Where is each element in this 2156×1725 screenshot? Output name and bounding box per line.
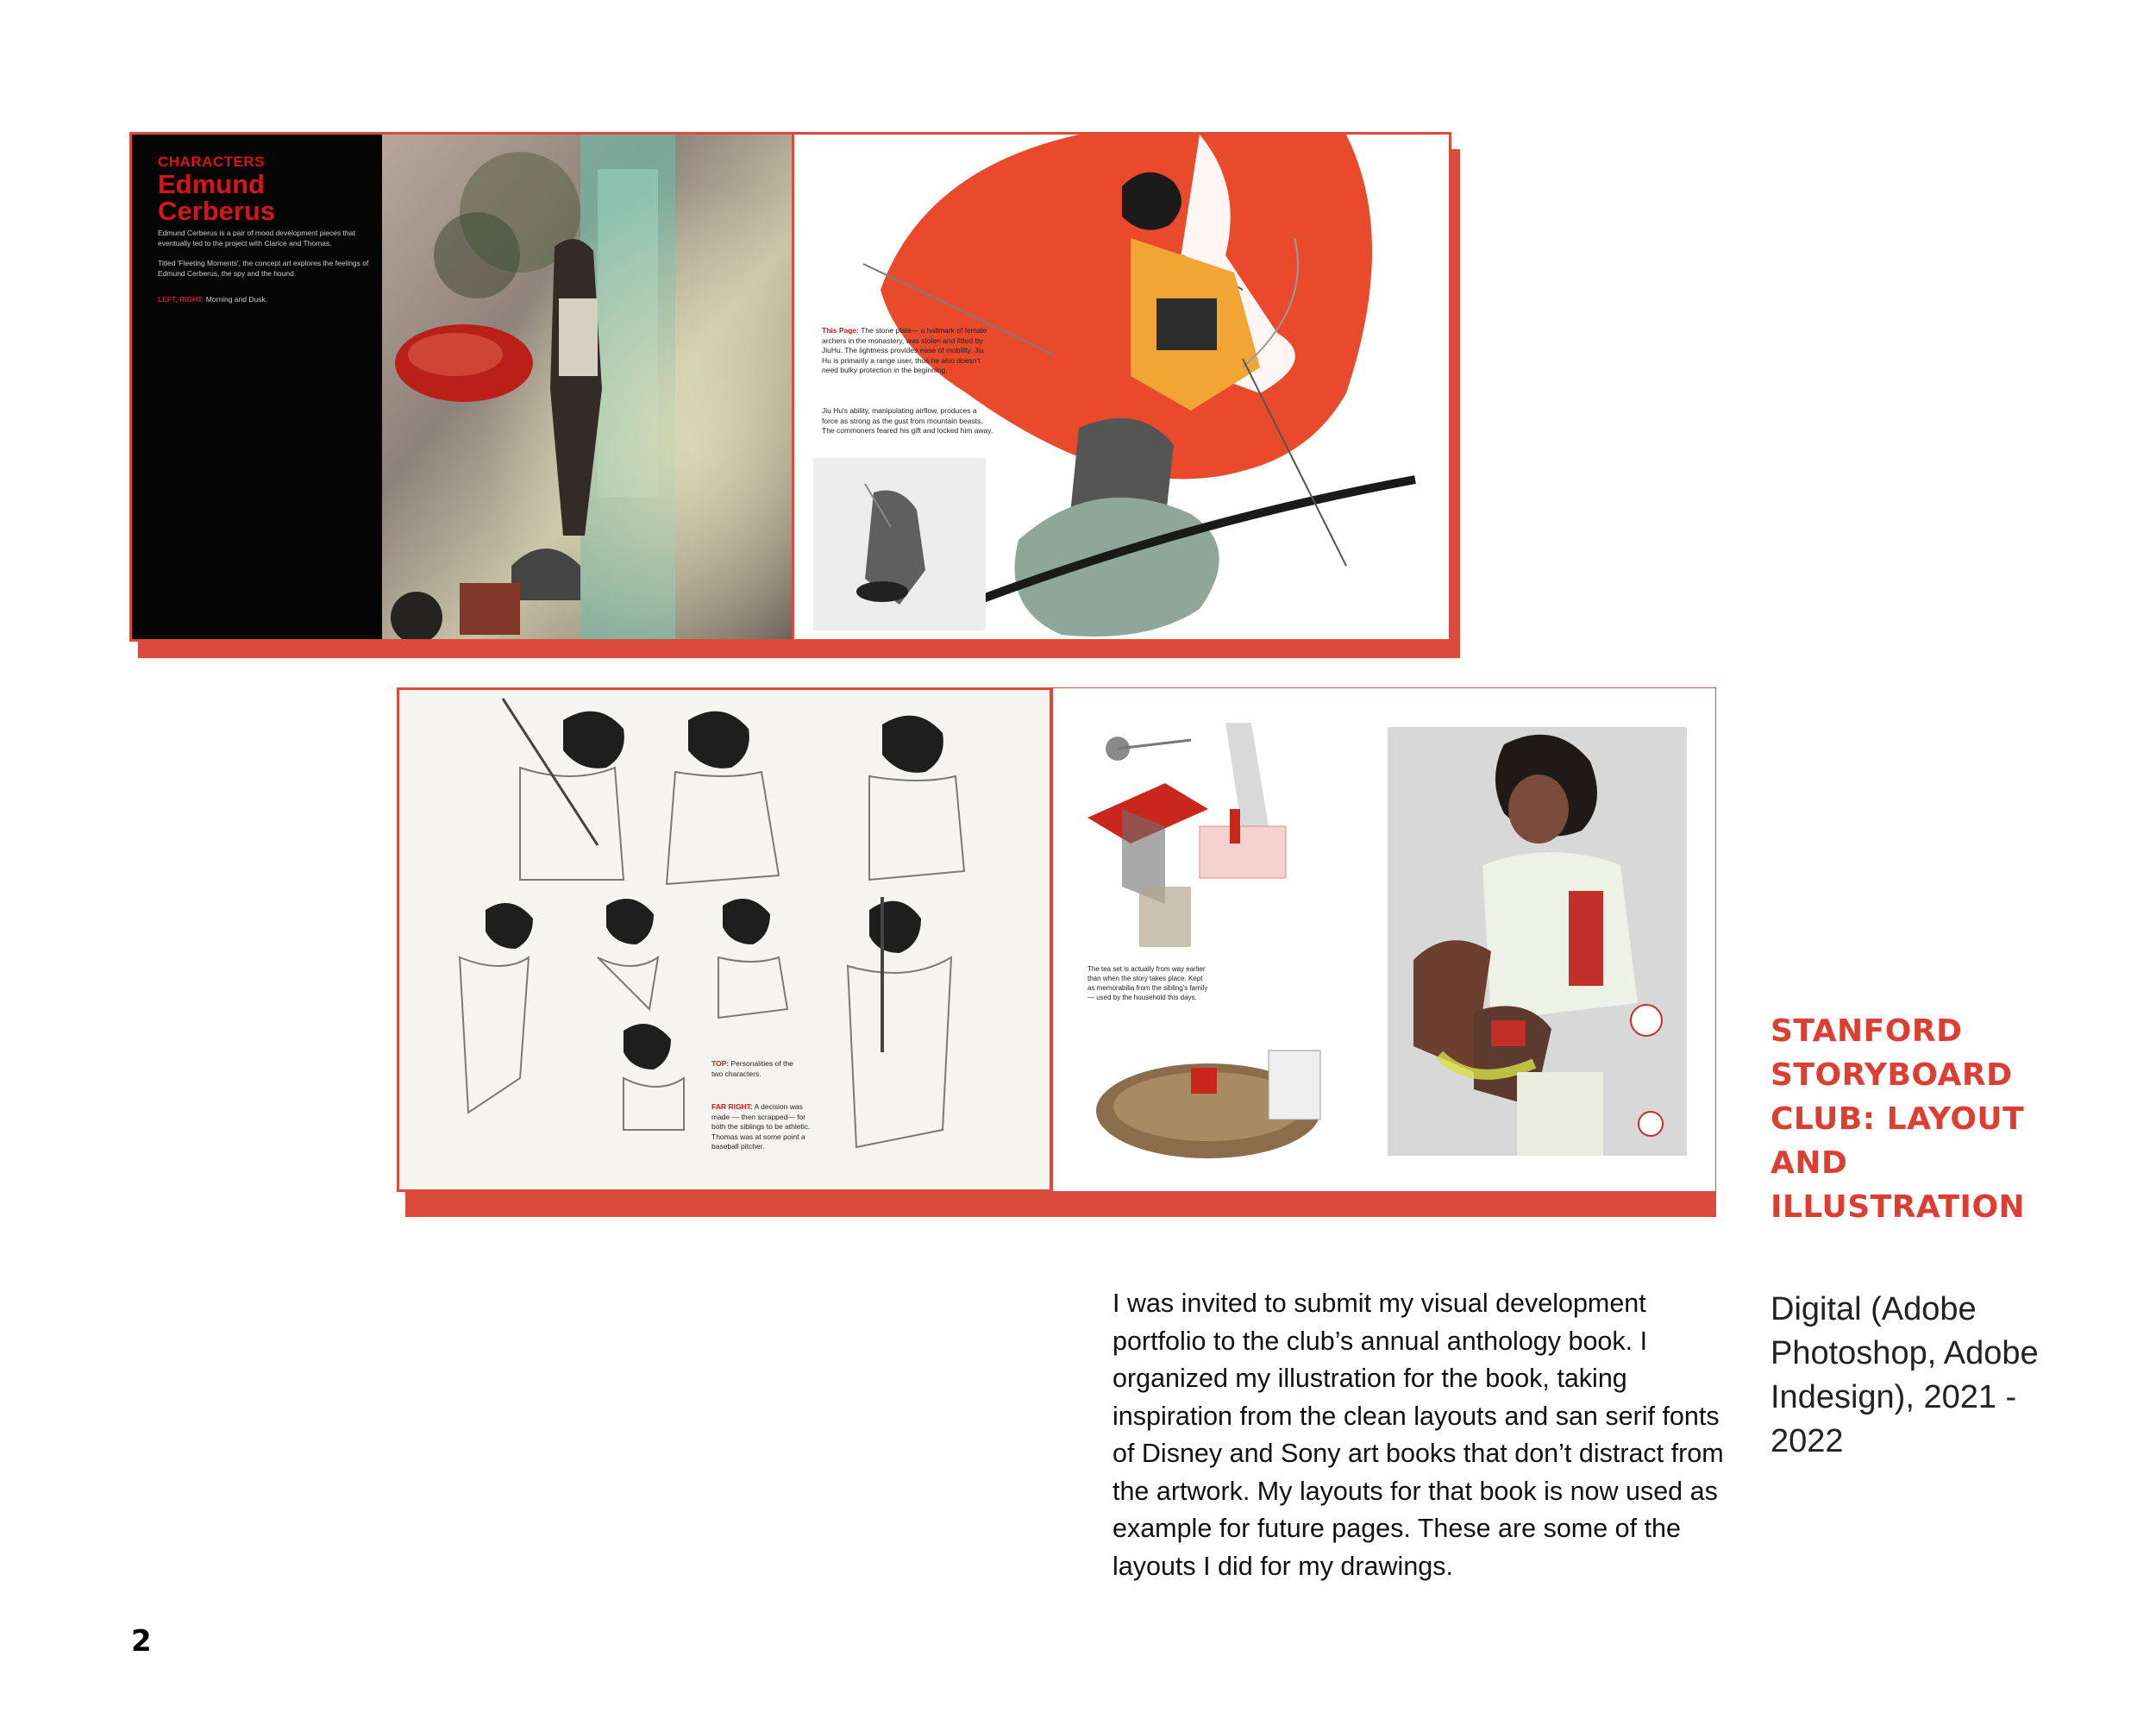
caption-text: Morning and Dusk. <box>204 295 268 304</box>
body-paragraph-1: Edmund Cerberus is a pair of mood development pieces that eventually led to the project with Clarice and Thomas. <box>158 229 355 248</box>
caption-label: This Page: <box>822 326 859 335</box>
project-description: I was invited to submit my visual development portfolio to the club’s annual anthology book. I organized my illustration for the book, taking inspiration from the clean layouts and san serif fonts of Disney and Sony art books that don’t distract from the artwork. My layouts for that book is now used as example for future pages. These are some of the layouts I did for my drawings. <box>1112 1289 1724 1581</box>
right-page-caption-2: Jiu Hu's ability, manipulating airflow, produces a force as strong as the gust from mountain beasts. The commoners feared his gift and locked him away. <box>822 406 993 435</box>
spread2-left-frame <box>397 687 1052 1192</box>
caption-label: LEFT, RIGHT: <box>158 295 204 304</box>
project-meta: Digital (Adobe Photoshop, Adobe Indesign), 2021 - 2022 <box>1771 1291 2039 1459</box>
character-title: Edmund Cerberus <box>158 169 276 226</box>
caption-text: The stone plate— a hallmark of female archers in the monastery, was stolen and fitted by JiuHu. The lightness provides ease of mobility. Jiu Hu is primarily a range user, thus he also doesn't need bulky protection in the beginning. <box>822 326 987 374</box>
tea-set-caption: The tea set is actually from way earlier than when the story takes place. Kept as memorabilia from the sibling's family— used by the household this days. <box>1087 965 1208 1001</box>
right-page-caption <box>822 326 994 376</box>
left-panel-caption <box>158 295 373 304</box>
top-caption <box>711 1059 806 1079</box>
body-paragraph-2: Titled 'Fleeting Moments', the concept art explores the feelings of Edmund Cerberus, the spy and the hound. <box>158 259 369 278</box>
spread1-frame <box>129 132 1451 642</box>
baseball-boy-illustration <box>1388 727 1687 1156</box>
far-right-caption <box>711 1102 811 1152</box>
interior-painting <box>382 135 792 642</box>
character-sketch-sheet <box>399 690 1050 1189</box>
sketch-thumbnail <box>813 458 986 630</box>
spread2-right-frame <box>1052 687 1716 1192</box>
far-right-caption-label: FAR RIGHT: <box>711 1102 753 1111</box>
section-kicker: CHARACTERS <box>158 154 265 170</box>
top-caption-text: Personalities of the two characters. <box>711 1059 793 1078</box>
project-title: STANFORD STORYBOARD CLUB: LAYOUT AND ILLUSTRATION <box>1771 1013 2026 1225</box>
page-number: 2 <box>131 1624 152 1659</box>
props-sketches <box>1070 723 1372 1171</box>
far-right-caption-text: A decision was made — then scrapped— for both the siblings to be athletic. Thomas was at some point a baseball pitcher. <box>711 1102 811 1151</box>
character-text-panel <box>132 135 382 639</box>
archer-illustration <box>794 135 1451 642</box>
top-caption-label: TOP: <box>711 1059 730 1068</box>
